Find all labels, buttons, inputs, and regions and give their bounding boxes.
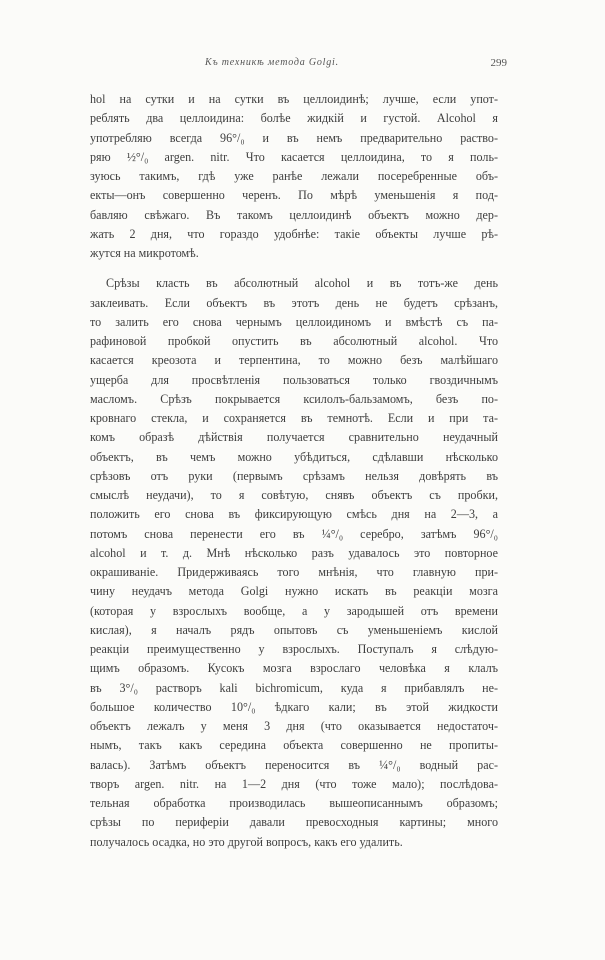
- text-line: нымъ, такъ какъ середина объекта совершенно не пропиты-: [90, 738, 498, 753]
- text-line: Срѣзы класть въ абсолютный alcohol и въ тотъ-же день: [106, 276, 498, 291]
- text-line: кровнаго стекла, и сохраняется въ темнотѣ. Если и при та-: [90, 411, 498, 425]
- text-line: alcohol и т. д. Мнѣ нѣсколько разъ удавалось это повторное: [90, 545, 498, 560]
- text-line: бавляю свѣжаго. Въ такомъ целлоидинѣ объектъ можно дер-: [90, 207, 498, 222]
- text-line: кислая), я началъ рядъ опытовъ съ уменьшеніемъ кислой: [90, 622, 498, 637]
- text-line: масломъ. Срѣзъ покрывается ксилолъ-бальзамомъ, безъ по-: [90, 391, 498, 406]
- paragraph-1: [90, 90, 498, 263]
- text-line: екты—онъ совершенно черенъ. По мѣрѣ уменьшенія я под-: [90, 188, 498, 203]
- body-text: [90, 90, 498, 852]
- text-line: жать 2 дня, что гораздо удобнѣе: такіе объекты лучше рѣ-: [90, 226, 498, 241]
- text-line: въ 3°/₀ растворъ kali bichromicum, куда я прибавлялъ не-: [90, 680, 498, 695]
- text-line: объектъ лежалъ у меня 3 дня (что оказывается недостаточ-: [90, 719, 498, 733]
- text-line: комъ образѣ дѣйствія получается сравнительно неудачный: [90, 430, 498, 445]
- text-line: чину неудачъ метода Golgi нужно искать въ реакціи мозга: [90, 584, 498, 599]
- text-line: жутся на микротомѣ.: [90, 246, 199, 260]
- text-line: смыслѣ неудачи), то я совѣтую, снявъ объектъ съ пробки,: [90, 488, 498, 502]
- text-line: получалось осадка, но это другой вопросъ, какъ его удалить.: [90, 834, 403, 849]
- text-line: зуюсь такимъ, гдѣ уже ранѣе лежали посеребренные объ-: [90, 169, 498, 183]
- text-line: то залить его снова чернымъ целлоидиномъ и вмѣстѣ съ па-: [90, 314, 498, 329]
- text-line: ряю ½°/₀ argen. nitr. Что касается целлоидина, то я поль-: [90, 149, 498, 164]
- text-line: рафиновой пробкой опустить въ абсолютный alcohol. Что: [90, 334, 498, 348]
- running-head: Къ техникѣ метода Golgi.: [205, 57, 339, 68]
- text-line: hol на сутки и на сутки въ целлоидинѣ; лучше, если упот-: [90, 92, 498, 106]
- text-line: реблять два целлоидина: болѣе жидкій и густой. Alcohol я: [90, 111, 498, 126]
- text-line: тельная обработка производилась вышеописаннымъ образомъ;: [90, 796, 498, 810]
- text-line: ущерба для просвѣтленія пользоваться только гвоздичнымъ: [90, 372, 498, 387]
- text-line: заклеивать. Если объектъ въ этотъ день не будетъ срѣзанъ,: [90, 295, 498, 310]
- page-number: 299: [490, 57, 507, 69]
- text-line: щимъ образомъ. Кусокъ мозга взрослаго человѣка я клалъ: [90, 661, 498, 676]
- text-line: (которая у взрослыхъ вообще, а у зародышей отъ времени: [90, 603, 498, 618]
- text-line: объектъ, въ чемъ можно убѣдиться, сдѣлавши нѣсколько: [90, 449, 498, 464]
- text-line: окрашиваніе. Придерживаясь того мнѣнія, что главную при-: [90, 565, 498, 579]
- text-line: употребляю всегда 96°/₀ и въ немъ предварительно раство-: [90, 130, 498, 145]
- text-line: срѣзовъ отъ руки (первымъ срѣзамъ нельзя довѣрять въ: [90, 468, 498, 483]
- paragraph-gap: [90, 263, 498, 274]
- text-line: творъ argen. nitr. на 1—2 дня (что тоже мало); послѣдова-: [90, 776, 498, 791]
- paragraph-2: [90, 274, 498, 852]
- text-line: касается креозота и терпентина, то можно безъ малѣйшаго: [90, 353, 498, 368]
- text-line: большое количество 10°/₀ ѣдкаго кали; въ этой жидкости: [90, 699, 498, 714]
- text-line: реакціи преимущественно у взрослыхъ. Поступалъ я слѣдую-: [90, 642, 498, 656]
- text-line: срѣзы по периферіи давали превосходныя картины; много: [90, 815, 498, 830]
- text-line: положить его снова въ фиксирующую смѣсь дня на 2—3, а: [90, 507, 498, 522]
- text-line: потомъ снова перенести его въ ¼°/₀ серебро, затѣмъ 96°/₀: [90, 526, 498, 541]
- text-line: валась). Затѣмъ объектъ переносится въ ¼°/₀ водный рас-: [90, 757, 498, 772]
